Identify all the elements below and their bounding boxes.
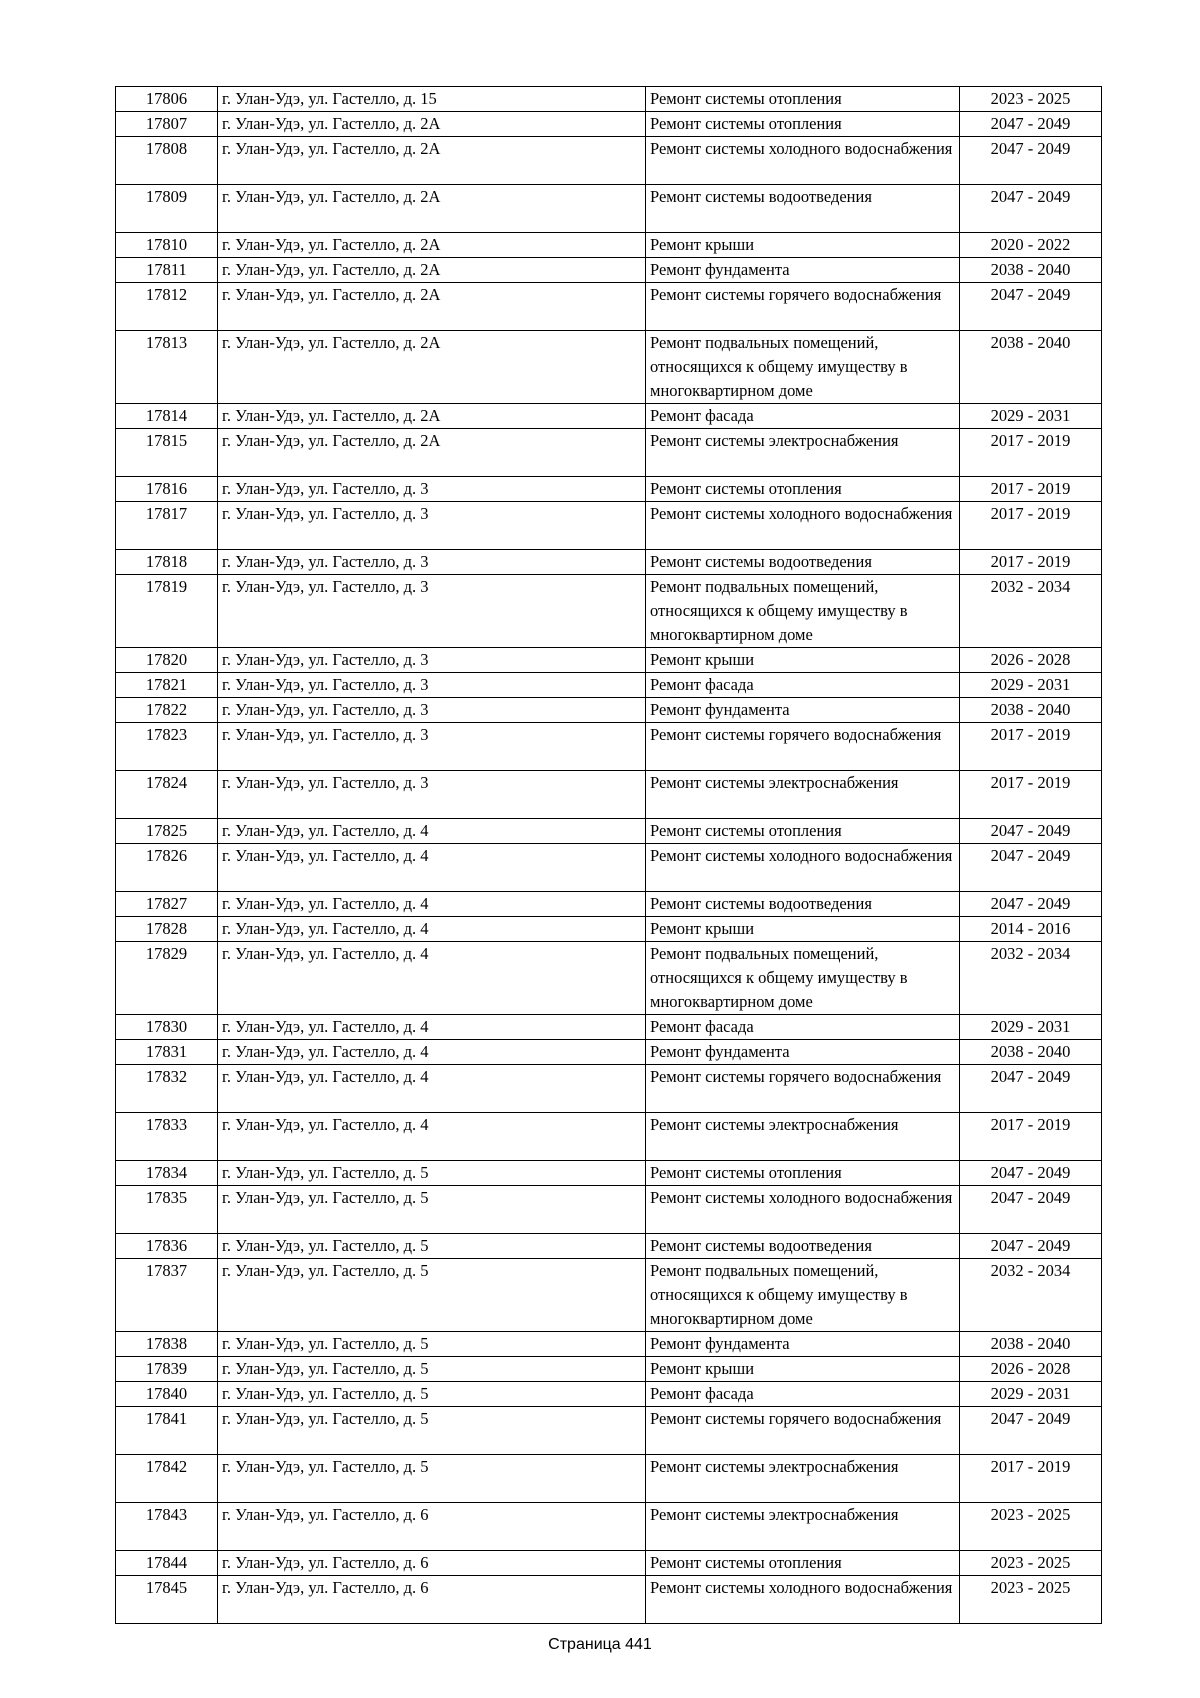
cell-address: г. Улан-Удэ, ул. Гастелло, д. 3 xyxy=(218,698,646,723)
cell-work-type: Ремонт фундамента xyxy=(646,1332,960,1357)
cell-period: 2038 - 2040 xyxy=(960,331,1102,404)
cell-period: 2038 - 2040 xyxy=(960,258,1102,283)
cell-number: 17806 xyxy=(116,87,218,112)
cell-work-type: Ремонт системы холодного водоснабжения xyxy=(646,844,960,892)
cell-work-type: Ремонт системы горячего водоснабжения xyxy=(646,723,960,771)
cell-period: 2047 - 2049 xyxy=(960,112,1102,137)
cell-work-type: Ремонт крыши xyxy=(646,233,960,258)
cell-address: г. Улан-Удэ, ул. Гастелло, д. 5 xyxy=(218,1382,646,1407)
cell-work-type: Ремонт системы водоотведения xyxy=(646,1234,960,1259)
cell-period: 2047 - 2049 xyxy=(960,1161,1102,1186)
cell-work-type: Ремонт фундамента xyxy=(646,258,960,283)
cell-period: 2023 - 2025 xyxy=(960,1503,1102,1551)
table-row xyxy=(116,1407,1102,1455)
cell-work-type: Ремонт системы электроснабжения xyxy=(646,1503,960,1551)
table-row xyxy=(116,819,1102,844)
cell-period: 2023 - 2025 xyxy=(960,87,1102,112)
page-number: Страница 441 xyxy=(548,1636,652,1653)
cell-number: 17829 xyxy=(116,942,218,1015)
cell-address: г. Улан-Удэ, ул. Гастелло, д. 2А xyxy=(218,233,646,258)
cell-address: г. Улан-Удэ, ул. Гастелло, д. 15 xyxy=(218,87,646,112)
table-row xyxy=(116,404,1102,429)
cell-work-type: Ремонт системы отопления xyxy=(646,87,960,112)
cell-address: г. Улан-Удэ, ул. Гастелло, д. 4 xyxy=(218,1015,646,1040)
table-row xyxy=(116,185,1102,233)
cell-work-type: Ремонт системы электроснабжения xyxy=(646,429,960,477)
cell-period: 2038 - 2040 xyxy=(960,698,1102,723)
table-row xyxy=(116,477,1102,502)
table-row xyxy=(116,1186,1102,1234)
cell-number: 17836 xyxy=(116,1234,218,1259)
table-row xyxy=(116,1234,1102,1259)
cell-period: 2047 - 2049 xyxy=(960,1065,1102,1113)
cell-work-type: Ремонт системы отопления xyxy=(646,819,960,844)
cell-work-type: Ремонт системы холодного водоснабжения xyxy=(646,137,960,185)
cell-period: 2029 - 2031 xyxy=(960,404,1102,429)
cell-period: 2017 - 2019 xyxy=(960,429,1102,477)
table-row xyxy=(116,1259,1102,1332)
cell-address: г. Улан-Удэ, ул. Гастелло, д. 5 xyxy=(218,1407,646,1455)
cell-number: 17812 xyxy=(116,283,218,331)
cell-number: 17830 xyxy=(116,1015,218,1040)
cell-address: г. Улан-Удэ, ул. Гастелло, д. 6 xyxy=(218,1551,646,1576)
cell-address: г. Улан-Удэ, ул. Гастелло, д. 3 xyxy=(218,550,646,575)
table-row xyxy=(116,1455,1102,1503)
cell-address: г. Улан-Удэ, ул. Гастелло, д. 2А xyxy=(218,185,646,233)
cell-period: 2032 - 2034 xyxy=(960,575,1102,648)
cell-period: 2047 - 2049 xyxy=(960,1186,1102,1234)
cell-number: 17835 xyxy=(116,1186,218,1234)
cell-period: 2047 - 2049 xyxy=(960,1407,1102,1455)
table-row xyxy=(116,550,1102,575)
table-row xyxy=(116,698,1102,723)
table-row xyxy=(116,137,1102,185)
table-row xyxy=(116,1332,1102,1357)
cell-period: 2023 - 2025 xyxy=(960,1576,1102,1624)
table-row xyxy=(116,1113,1102,1161)
table-row xyxy=(116,87,1102,112)
table-row xyxy=(116,1040,1102,1065)
table-row xyxy=(116,1065,1102,1113)
cell-number: 17825 xyxy=(116,819,218,844)
cell-period: 2047 - 2049 xyxy=(960,819,1102,844)
table-row xyxy=(116,673,1102,698)
cell-address: г. Улан-Удэ, ул. Гастелло, д. 2А xyxy=(218,137,646,185)
table-row xyxy=(116,575,1102,648)
cell-period: 2026 - 2028 xyxy=(960,648,1102,673)
cell-work-type: Ремонт фасада xyxy=(646,1015,960,1040)
cell-period: 2047 - 2049 xyxy=(960,892,1102,917)
cell-work-type: Ремонт системы электроснабжения xyxy=(646,1455,960,1503)
cell-period: 2017 - 2019 xyxy=(960,1455,1102,1503)
cell-period: 2047 - 2049 xyxy=(960,283,1102,331)
cell-work-type: Ремонт системы отопления xyxy=(646,1161,960,1186)
cell-number: 17817 xyxy=(116,502,218,550)
cell-address: г. Улан-Удэ, ул. Гастелло, д. 2А xyxy=(218,429,646,477)
cell-number: 17815 xyxy=(116,429,218,477)
cell-work-type: Ремонт подвальных помещений, относящихся к общему имуществу в многоквартирном доме xyxy=(646,331,960,404)
table-body xyxy=(116,87,1102,1624)
cell-work-type: Ремонт системы водоотведения xyxy=(646,185,960,233)
cell-address: г. Улан-Удэ, ул. Гастелло, д. 4 xyxy=(218,819,646,844)
cell-address: г. Улан-Удэ, ул. Гастелло, д. 3 xyxy=(218,648,646,673)
cell-address: г. Улан-Удэ, ул. Гастелло, д. 5 xyxy=(218,1332,646,1357)
cell-number: 17840 xyxy=(116,1382,218,1407)
cell-work-type: Ремонт крыши xyxy=(646,1357,960,1382)
table-row xyxy=(116,429,1102,477)
cell-number: 17837 xyxy=(116,1259,218,1332)
cell-number: 17808 xyxy=(116,137,218,185)
cell-period: 2029 - 2031 xyxy=(960,1015,1102,1040)
cell-address: г. Улан-Удэ, ул. Гастелло, д. 3 xyxy=(218,477,646,502)
cell-number: 17814 xyxy=(116,404,218,429)
cell-number: 17819 xyxy=(116,575,218,648)
table-row xyxy=(116,1382,1102,1407)
cell-work-type: Ремонт системы холодного водоснабжения xyxy=(646,502,960,550)
cell-work-type: Ремонт крыши xyxy=(646,648,960,673)
cell-period: 2038 - 2040 xyxy=(960,1332,1102,1357)
cell-work-type: Ремонт системы отопления xyxy=(646,477,960,502)
cell-work-type: Ремонт системы водоотведения xyxy=(646,550,960,575)
cell-number: 17843 xyxy=(116,1503,218,1551)
cell-address: г. Улан-Удэ, ул. Гастелло, д. 3 xyxy=(218,723,646,771)
cell-period: 2047 - 2049 xyxy=(960,1234,1102,1259)
cell-number: 17820 xyxy=(116,648,218,673)
table-row xyxy=(116,331,1102,404)
cell-work-type: Ремонт фасада xyxy=(646,1382,960,1407)
cell-address: г. Улан-Удэ, ул. Гастелло, д. 5 xyxy=(218,1455,646,1503)
cell-number: 17816 xyxy=(116,477,218,502)
cell-number: 17818 xyxy=(116,550,218,575)
cell-address: г. Улан-Удэ, ул. Гастелло, д. 3 xyxy=(218,575,646,648)
table-row xyxy=(116,844,1102,892)
table-row xyxy=(116,1015,1102,1040)
cell-number: 17832 xyxy=(116,1065,218,1113)
table-row xyxy=(116,892,1102,917)
table-row xyxy=(116,771,1102,819)
cell-address: г. Улан-Удэ, ул. Гастелло, д. 5 xyxy=(218,1234,646,1259)
cell-work-type: Ремонт системы холодного водоснабжения xyxy=(646,1186,960,1234)
cell-address: г. Улан-Удэ, ул. Гастелло, д. 2А xyxy=(218,112,646,137)
cell-address: г. Улан-Удэ, ул. Гастелло, д. 5 xyxy=(218,1186,646,1234)
cell-work-type: Ремонт фасада xyxy=(646,404,960,429)
table-row xyxy=(116,502,1102,550)
table-row xyxy=(116,258,1102,283)
cell-address: г. Улан-Удэ, ул. Гастелло, д. 2А xyxy=(218,404,646,429)
cell-period: 2029 - 2031 xyxy=(960,673,1102,698)
cell-address: г. Улан-Удэ, ул. Гастелло, д. 2А xyxy=(218,258,646,283)
cell-number: 17839 xyxy=(116,1357,218,1382)
cell-work-type: Ремонт системы электроснабжения xyxy=(646,1113,960,1161)
cell-work-type: Ремонт системы отопления xyxy=(646,1551,960,1576)
cell-number: 17845 xyxy=(116,1576,218,1624)
cell-period: 2017 - 2019 xyxy=(960,1113,1102,1161)
cell-work-type: Ремонт системы холодного водоснабжения xyxy=(646,1576,960,1624)
cell-number: 17824 xyxy=(116,771,218,819)
cell-number: 17827 xyxy=(116,892,218,917)
cell-number: 17821 xyxy=(116,673,218,698)
cell-period: 2014 - 2016 xyxy=(960,917,1102,942)
cell-work-type: Ремонт фасада xyxy=(646,673,960,698)
cell-period: 2032 - 2034 xyxy=(960,1259,1102,1332)
table-row xyxy=(116,233,1102,258)
cell-address: г. Улан-Удэ, ул. Гастелло, д. 4 xyxy=(218,1065,646,1113)
cell-period: 2026 - 2028 xyxy=(960,1357,1102,1382)
cell-number: 17809 xyxy=(116,185,218,233)
cell-work-type: Ремонт подвальных помещений, относящихся к общему имуществу в многоквартирном доме xyxy=(646,575,960,648)
cell-number: 17822 xyxy=(116,698,218,723)
cell-number: 17842 xyxy=(116,1455,218,1503)
cell-address: г. Улан-Удэ, ул. Гастелло, д. 2А xyxy=(218,283,646,331)
cell-work-type: Ремонт системы отопления xyxy=(646,112,960,137)
cell-period: 2032 - 2034 xyxy=(960,942,1102,1015)
cell-period: 2023 - 2025 xyxy=(960,1551,1102,1576)
cell-address: г. Улан-Удэ, ул. Гастелло, д. 3 xyxy=(218,673,646,698)
cell-work-type: Ремонт подвальных помещений, относящихся к общему имуществу в многоквартирном доме xyxy=(646,1259,960,1332)
table-row xyxy=(116,723,1102,771)
cell-period: 2017 - 2019 xyxy=(960,502,1102,550)
table-row xyxy=(116,283,1102,331)
cell-work-type: Ремонт подвальных помещений, относящихся к общему имуществу в многоквартирном доме xyxy=(646,942,960,1015)
cell-number: 17831 xyxy=(116,1040,218,1065)
cell-period: 2047 - 2049 xyxy=(960,185,1102,233)
table-row xyxy=(116,942,1102,1015)
cell-address: г. Улан-Удэ, ул. Гастелло, д. 4 xyxy=(218,1040,646,1065)
cell-period: 2038 - 2040 xyxy=(960,1040,1102,1065)
cell-number: 17828 xyxy=(116,917,218,942)
table-row xyxy=(116,112,1102,137)
cell-period: 2017 - 2019 xyxy=(960,723,1102,771)
cell-work-type: Ремонт системы горячего водоснабжения xyxy=(646,1407,960,1455)
table-row xyxy=(116,1576,1102,1624)
cell-address: г. Улан-Удэ, ул. Гастелло, д. 5 xyxy=(218,1259,646,1332)
table-row xyxy=(116,648,1102,673)
table-row xyxy=(116,917,1102,942)
cell-period: 2047 - 2049 xyxy=(960,844,1102,892)
table-row xyxy=(116,1503,1102,1551)
cell-period: 2017 - 2019 xyxy=(960,771,1102,819)
cell-address: г. Улан-Удэ, ул. Гастелло, д. 6 xyxy=(218,1503,646,1551)
cell-work-type: Ремонт системы горячего водоснабжения xyxy=(646,283,960,331)
cell-number: 17810 xyxy=(116,233,218,258)
cell-number: 17841 xyxy=(116,1407,218,1455)
cell-period: 2047 - 2049 xyxy=(960,137,1102,185)
cell-address: г. Улан-Удэ, ул. Гастелло, д. 4 xyxy=(218,917,646,942)
cell-address: г. Улан-Удэ, ул. Гастелло, д. 4 xyxy=(218,942,646,1015)
table-row xyxy=(116,1551,1102,1576)
cell-number: 17844 xyxy=(116,1551,218,1576)
cell-work-type: Ремонт системы горячего водоснабжения xyxy=(646,1065,960,1113)
cell-number: 17813 xyxy=(116,331,218,404)
cell-number: 17833 xyxy=(116,1113,218,1161)
cell-address: г. Улан-Удэ, ул. Гастелло, д. 5 xyxy=(218,1161,646,1186)
cell-work-type: Ремонт системы водоотведения xyxy=(646,892,960,917)
cell-number: 17826 xyxy=(116,844,218,892)
cell-period: 2017 - 2019 xyxy=(960,477,1102,502)
table-row xyxy=(116,1357,1102,1382)
cell-address: г. Улан-Удэ, ул. Гастелло, д. 2А xyxy=(218,331,646,404)
cell-number: 17823 xyxy=(116,723,218,771)
cell-address: г. Улан-Удэ, ул. Гастелло, д. 4 xyxy=(218,892,646,917)
cell-address: г. Улан-Удэ, ул. Гастелло, д. 6 xyxy=(218,1576,646,1624)
cell-period: 2029 - 2031 xyxy=(960,1382,1102,1407)
cell-address: г. Улан-Удэ, ул. Гастелло, д. 3 xyxy=(218,502,646,550)
cell-address: г. Улан-Удэ, ул. Гастелло, д. 4 xyxy=(218,1113,646,1161)
repair-schedule-table xyxy=(115,86,1102,1624)
cell-address: г. Улан-Удэ, ул. Гастелло, д. 3 xyxy=(218,771,646,819)
cell-period: 2020 - 2022 xyxy=(960,233,1102,258)
cell-period: 2017 - 2019 xyxy=(960,550,1102,575)
table-row xyxy=(116,1161,1102,1186)
cell-address: г. Улан-Удэ, ул. Гастелло, д. 4 xyxy=(218,844,646,892)
cell-number: 17834 xyxy=(116,1161,218,1186)
cell-number: 17811 xyxy=(116,258,218,283)
cell-address: г. Улан-Удэ, ул. Гастелло, д. 5 xyxy=(218,1357,646,1382)
cell-work-type: Ремонт фундамента xyxy=(646,1040,960,1065)
cell-number: 17838 xyxy=(116,1332,218,1357)
cell-work-type: Ремонт системы электроснабжения xyxy=(646,771,960,819)
cell-work-type: Ремонт крыши xyxy=(646,917,960,942)
cell-work-type: Ремонт фундамента xyxy=(646,698,960,723)
cell-number: 17807 xyxy=(116,112,218,137)
